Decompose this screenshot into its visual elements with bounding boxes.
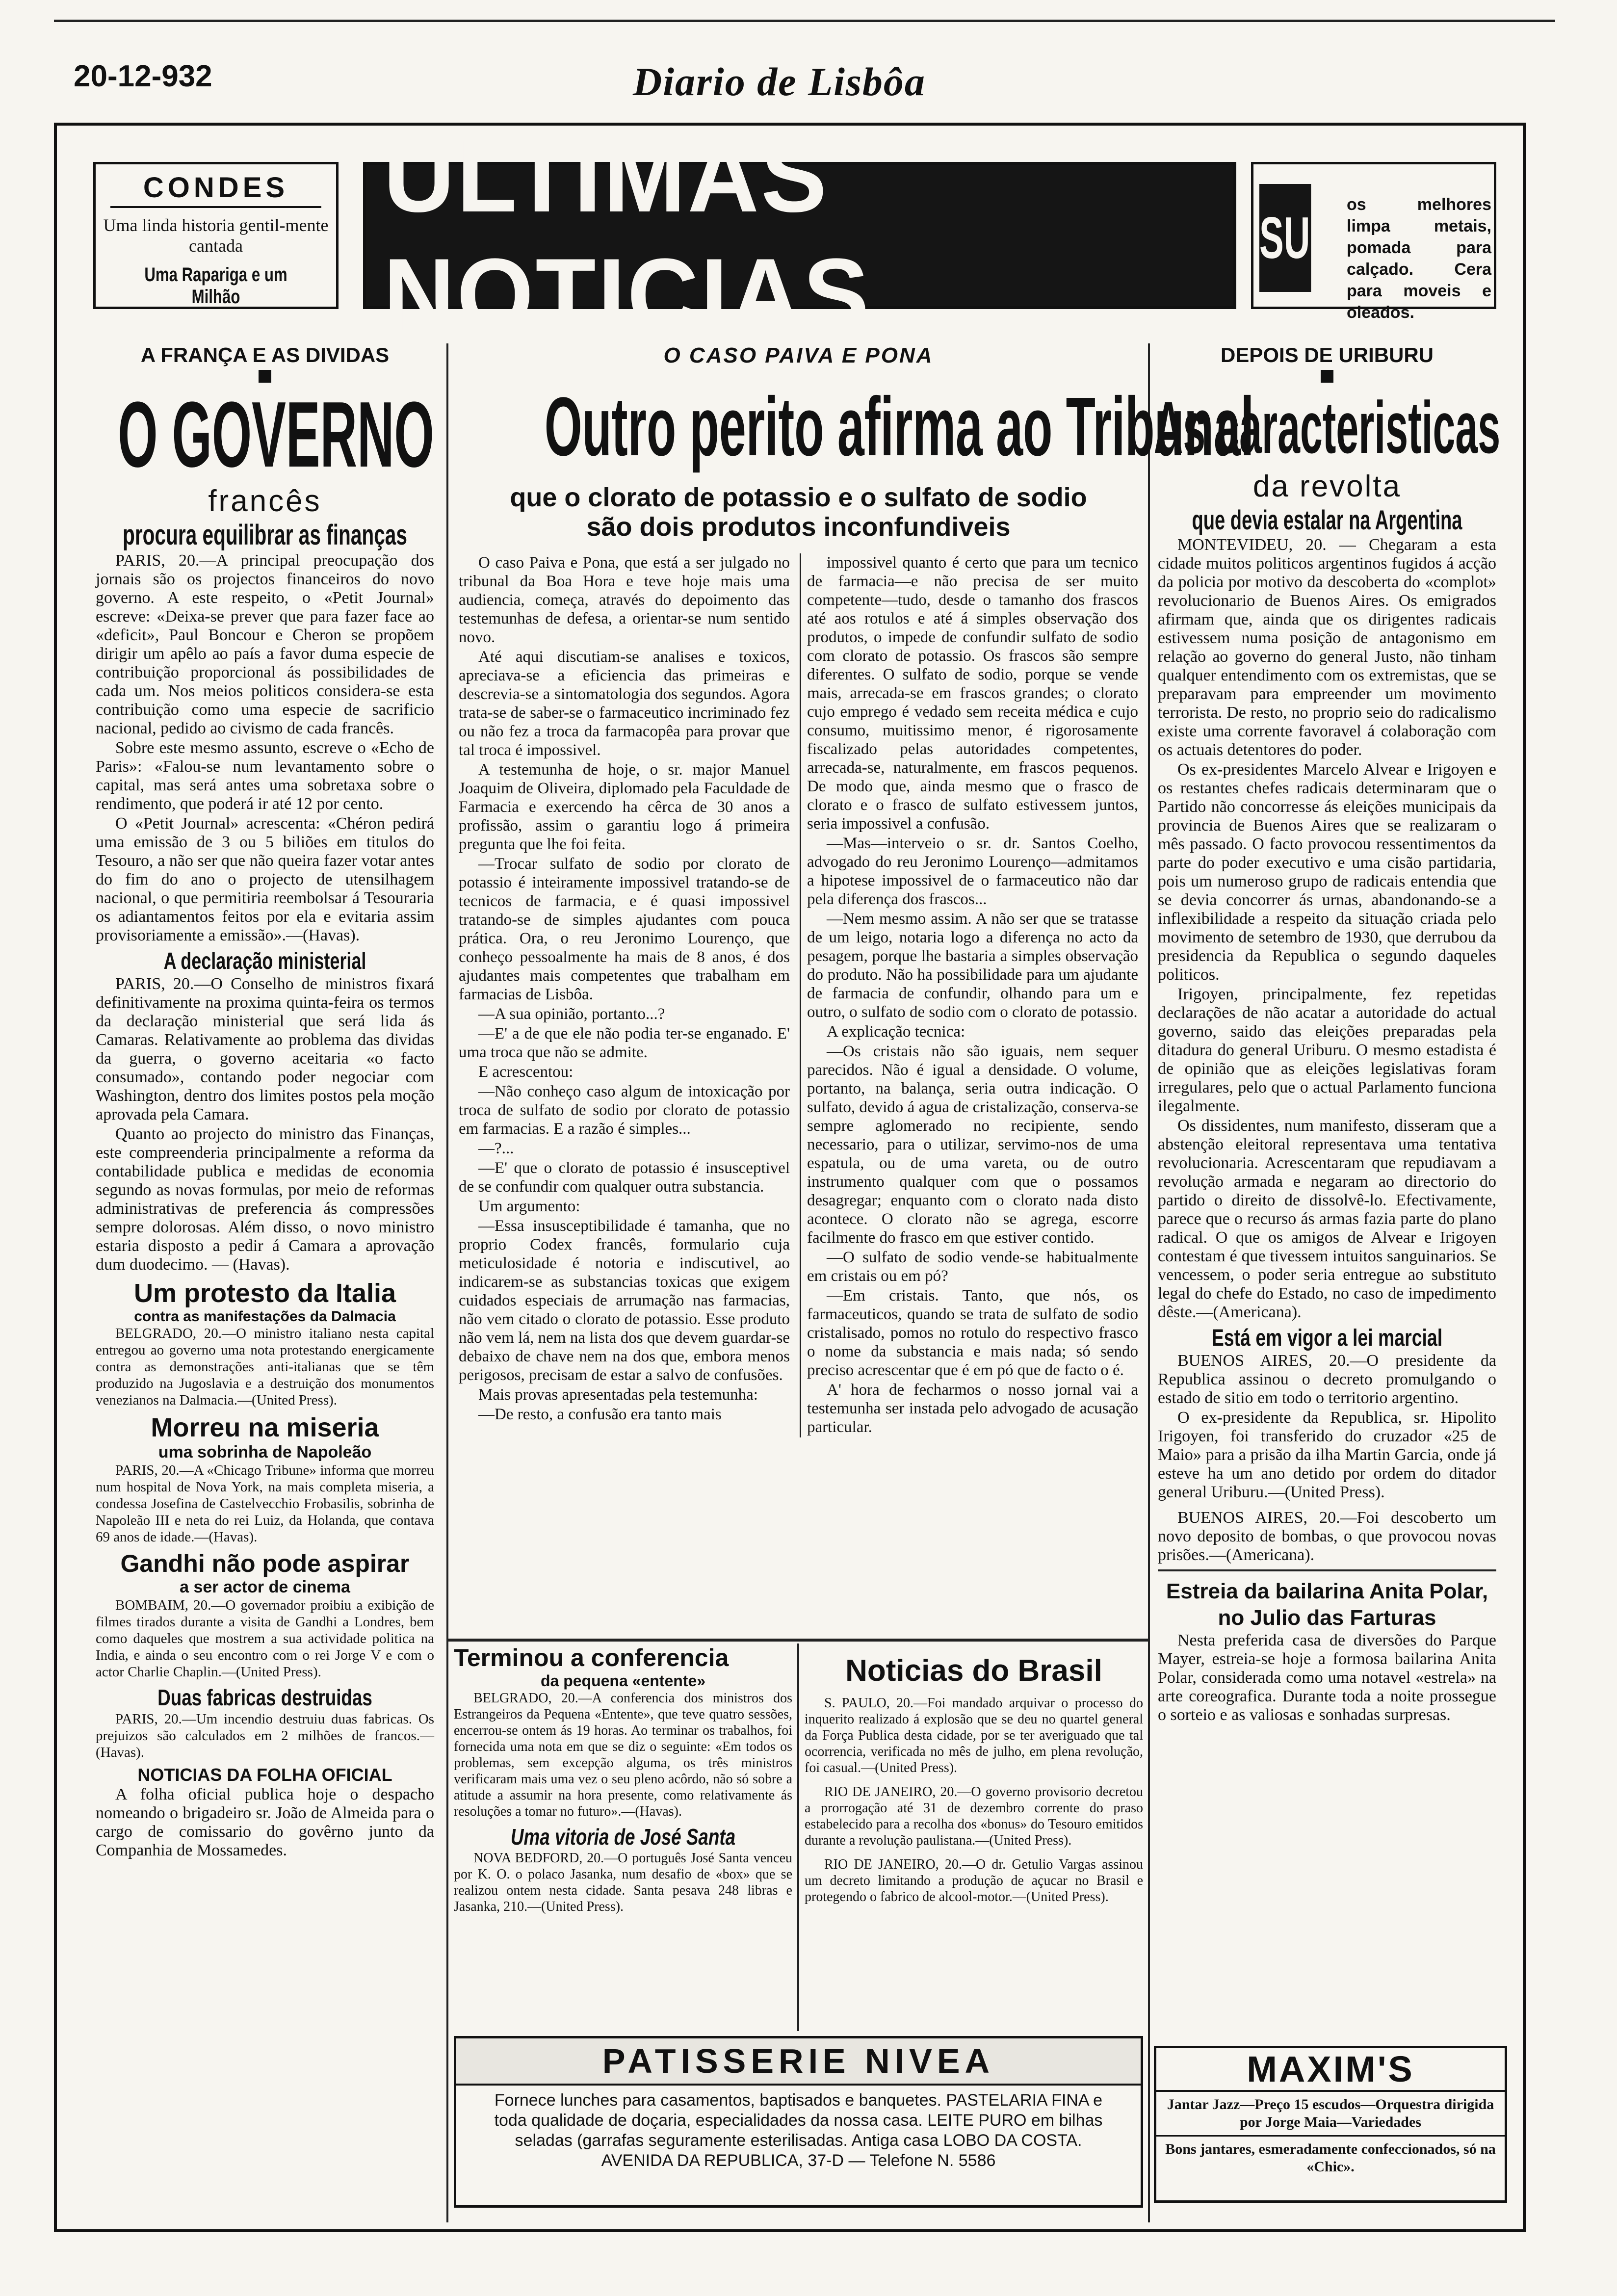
top-rule <box>54 20 1555 22</box>
paragraph: E acrescentou: <box>478 1063 574 1081</box>
paragraph: O caso Paiva e Pona, que está a ser julgado no tribunal da Boa Hora e teve hoje mais uma audiencia, começa, através do depoimento das testemunhas de defesa, a orientar-se num sentido novo. <box>459 554 790 646</box>
section-rule <box>447 1639 1148 1642</box>
brasil-heading: Noticias do Brasil <box>845 1654 1102 1688</box>
sum-text: os melhores limpa metais, pomada para calçado. Cera para moveis e oleados. <box>1347 195 1491 322</box>
nivea-title: PATISSERIE NIVEA <box>456 2038 1141 2086</box>
paragraph: —A sua opinião, portanto...? <box>478 1005 665 1023</box>
paragraph: Os dissidentes, num manifesto, disseram que a abstenção eleitoral representava uma tentativa revolucionaria. Acrescentaram que repudiavam a revolução armada e negaram ao directorio do partido o direito de dissolvê-lo. Efectivamente, parece que o recurso ás armas fazia parte do plano radical. O que os amigos de Alvear e Irigoyen contestam é que tivessem intuitos sanguinarios. Se vencessem, o poder seria entregue ao substituto legal do chefe do Estado, no caso de impedimento dêste.—(Americana). <box>1158 1117 1496 1321</box>
paragraph: A' hora de fecharmos o nosso jornal vai a testemunha ser instada pelo advogado de acusação particular. <box>807 1381 1138 1436</box>
conferencia-body <box>454 1690 792 1820</box>
paragraph: —Trocar sulfato de sodio por clorato de potassio é inteiramente impossivel tratando-se de tecnicos de farmacia, e é quasi impossivel tratando-se de simples ajudantes com pouca prática. Ora, o reu Jeronimo Lourenço, que conheço pessoalmente ha mais de 8 anos, é dos ajudantes mais competentes que trabalham em farmacias de Lisbôa. <box>459 855 790 1003</box>
fabricas-heading: Duas fabricas destruidas <box>157 1685 372 1710</box>
paragraph: —Essa insusceptibilidade é tamanha, que no proprio Codex francês, formulario cuja meticulosidade é notoria e indiscutivel, ao indicarem-se as substancias toxicas que exigem cuidados especiais de arrumação nas farmacias, não vem citado o clorato de potassio. Esse produto não vem lá, nem na lista dos que devem guardar-se debaixo de chave nem na dos que, embora menos perigosos, precisam de estar a salvo de confusões. <box>459 1217 790 1384</box>
paragraph: O «Petit Journal» acrescenta: «Chéron pedirá uma emissão de 3 ou 5 biliões em titulos do Tesouro, a não ser que não queira fazer votar antes do fim do ano o projecto de utensilhagem nacional, o que permitiria reembolsar á Tesouraria os adiantamentos feitos por ela e evitaria assim provisoriamente a emissão».—(Havas). <box>96 814 434 944</box>
santa-body <box>454 1850 792 1915</box>
argentina-kicker: DEPOIS DE URIBURU <box>1220 343 1434 366</box>
paragraph: RIO DE JANEIRO, 20.—O governo provisorio decretou a prorrogação até 31 de dezembro corrente do praso estabelecido para a recolha dos «bonus» do Tesouro emitidos durante a revolução paulistana.—(United Press). <box>805 1784 1143 1848</box>
sum-logo: SUM <box>1259 184 1311 292</box>
paragraph: NOVA BEDFORD, 20.—O português José Santa venceu por K. O. o polaco Jasanka, num desafio de «box» que se realizou ontem nesta cidade. Santa pesava 248 libras e Jasanka, 210.—(United Press). <box>454 1851 792 1914</box>
paragraph: A explicação tecnica: <box>827 1023 965 1041</box>
paiva-sub: que o clorato de potassio e o sulfato de sodio são dois produtos inconfundiveis <box>510 483 1087 542</box>
paragraph: —Os cristais não são iguais, nem sequer parecidos. Não é igual a densidade. O volume, portanto, na balança, seria outra indicação. O sulfato, devido á agua de cristalização, conserva-se sempre aglomerado no recipiente, sendo necessario, para o utilizar, servimo-nos de uma espatula, ou de uma vareta, ou de outro instrumento qualquer com que o possamos desagregar; enquanto com o clorato nada disto acontece. O clorato não se agrega, escorre facilmente do frasco em que estiver contido. <box>807 1043 1138 1247</box>
newspaper-title: Diario de Lisbôa <box>633 59 926 104</box>
italia-heading: Um protesto da Italia <box>133 1278 396 1308</box>
polar-body <box>1158 1631 1496 1724</box>
paragraph: —De resto, a confusão era tanto mais <box>478 1406 722 1423</box>
folha-heading: NOTICIAS DA FOLHA OFICIAL <box>137 1765 392 1785</box>
brasil-rule <box>797 1644 799 2031</box>
paragraph: —Em cristais. Tanto, que nós, os farmaceuticos, quando se trata de sulfato de sodio cristalisado, pomos no rotulo do respectivo frasco o nome da substancia e mais nada; só sendo preciso acrescentar que é em pó que de facto o é. <box>807 1287 1138 1379</box>
paragraph: impossivel quanto é certo que para um tecnico de farmacia—e não precisa de ser muito competente—tudo, desde o tamanho dos frascos até aos rotulos e até á simples observação dos produtos, o impede de confundir sulfato de sodio com clorato de potassio. Os frascos são sempre diferentes. O sulfato de sodio, porque se vende mais, arrecada-se em frascos grandes; o clorato cujo emprego é vedado sem receita médica e cujo consumo, muitissimo menor, é rigorosamente fiscalizado pelas autoridades competentes, arrecada-se, naturalmente, em frascos pequenos. De modo que, ainda mesmo que o frasco de clorato e o frasco de sulfato estivessem juntos, seria impossivel a confusão. <box>807 554 1138 833</box>
gandhi-subheading: a ser actor de cinema <box>180 1578 350 1596</box>
issue-date: 20-12-932 <box>74 59 212 93</box>
paragraph: BOMBAIM, 20.—O governador proibiu a exibição de filmes tirados durante a visita de Gandhi a Londres, bem como daqueles que mostrem a sua actividade politica na India, e ainda o seu encontro com o rei Jorge V e com o actor Charlie Chaplin.—(United Press). <box>96 1597 434 1680</box>
condes-title: CONDES <box>110 164 321 208</box>
separator-dot <box>1321 370 1333 383</box>
italia-subheading: contra as manifestações da Dalmacia <box>134 1308 396 1325</box>
conferencia-subheading: da pequena «entente» <box>540 1672 706 1690</box>
paragraph: Até aqui discutiam-se analises e toxicos, apreciava-se a eficiencia das primeiras e descrevia-se a sintomatologia dos segundos. Agora trata-se de saber-se o farmaceutico incriminado fez ou não fez a troca da farmacopêa para provar que tal troca é impossivel. <box>459 648 790 759</box>
declaracao-heading: A declaração ministerial <box>163 948 366 974</box>
paragraph: Nesta preferida casa de diversões do Parque Mayer, estreia-se hoje a formosa bailarina Anita Polar, considerada como uma notavel «estrela» na arte coreografica. Durante toda a noite prossegue o sorteio e as valiosas e sonhadas surpresas. <box>1158 1631 1496 1724</box>
separator-dot <box>259 370 271 383</box>
france-headline: O GOVERNO <box>118 383 434 487</box>
paragraph: BUENOS AIRES, 20.—O presidente da Republica assinou o decreto promulgando o estado de sitio em todo o territorio argentino. <box>1158 1352 1496 1407</box>
france-sub1: francês <box>208 484 322 518</box>
france-kicker: A FRANÇA E AS DIVIDAS <box>140 343 390 366</box>
miseria-subheading: uma sobrinha de Napoleão <box>158 1443 372 1461</box>
paragraph: O ex-presidente da Republica, sr. Hipolito Irigoyen, foi transferido do cruzador «25 de Maio» para a prisão da ilha Martin Garcia, onde já esteve ha um ano detido por ordem do ditador general Uriburu.—(United Press). <box>1158 1409 1496 1501</box>
conferencia-heading: Terminou a conferencia <box>454 1644 729 1671</box>
column-rule-1 <box>446 343 448 2222</box>
france-sub2: procura equilibrar as finanças <box>123 519 407 551</box>
condes-ad <box>93 162 339 309</box>
argentina-headline: As caracteristicas <box>1153 386 1501 469</box>
nivea-text: Fornece lunches para casamentos, baptisados e banquetes. PASTELARIA FINA e toda qualidade de doçaria, especialidades da nossa casa. LEITE PURO em bilhas seladas (garrafas seguramente esterilisadas. Antiga casa LOBO DA COSTA. AVENIDA DA REPUBLICA, 37-D — Telefone N. 5586 <box>494 2091 1103 2170</box>
paragraph: PARIS, 20.—A principal preocupação dos jornais são os projectos financeiros do novo governo. A este respeito, o «Petit Journal» escreve: «Deixa-se prever que para fazer face ao «deficit», Paul Boncour e Cheron se propõem dirigir um apêlo ao país a favor duma especie de contribuição proporcional ás possibilidades de cada um. Nos meios politicos considera-se esta contribuição como uma especie de sacrificio nacional, pedido ao civismo de cada francês. <box>96 551 434 737</box>
paiva-columns <box>459 553 1138 1437</box>
lei-marcial-heading: Está em vigor a lei marcial <box>1211 1325 1443 1351</box>
paragraph: —Não conheço caso algum de intoxicação por troca de sulfato de sodio por clorato de potassio em farmacias. E a razão é simples... <box>459 1083 790 1138</box>
paragraph: —O sulfato de sodio vende-se habitualmente em cristais ou em pó? <box>807 1249 1138 1285</box>
argentina-sub2: que devia estalar na Argentina <box>1192 504 1462 535</box>
condes-subtitle: Uma linda historia gentil-mente cantada <box>103 215 329 256</box>
lei-marcial-body <box>1158 1352 1496 1565</box>
maxim-ad <box>1154 2046 1507 2203</box>
paragraph: Mais provas apresentadas pela testemunha: <box>478 1386 758 1404</box>
brasil-body <box>805 1695 1143 1905</box>
paragraph: BELGRADO, 20.—A conferencia dos ministros dos Estrangeiros da Pequena «Entente», que teve quatro sessões, encerrou-se ontem ás 19 horas. Ao terminar os trabalhos, foi fornecida uma nota em que se diz o seguinte: «Em todos os problemas, sem excepção alguma, os três ministros verificaram mais uma vez o seu pleno acôrdo, não só sobre a atitude a assumir na hora presente, como relativamente ás resoluções a tomar no futuro».—(Havas). <box>454 1691 792 1819</box>
paragraph: PARIS, 20.—Um incendio destruiu duas fabricas. Os prejuizos são calculados em 2 milhões de francos.—(Havas). <box>96 1711 434 1760</box>
italia-body <box>96 1325 434 1409</box>
paragraph: —Mas—interveio o sr. dr. Santos Coelho, advogado do reu Jeronimo Lourenço—admitamos a hipotese impossivel de o farmaceutico não dar pela diferença dos frascos... <box>807 835 1138 908</box>
nivea-ad <box>454 2036 1143 2208</box>
maxim-line2: Bons jantares, esmeradamente confeccionados, só na «Chic». <box>1156 2135 1505 2180</box>
sum-ad <box>1251 162 1496 322</box>
paragraph: A testemunha de hoje, o sr. major Manuel Joaquim de Oliveira, diplomado pela Faculdade de Farmacia e exercendo ha cêrca de 30 anos a profissão, assim o garantiu logo á primeira pregunta que lhe foi feita. <box>459 761 790 853</box>
paragraph: MONTEVIDEU, 20. — Chegaram a esta cidade muitos politicos argentinos fugidos á acção da policia por motivo da descoberta do «complot» revolucionario de Buenos Aires. Os emigrados afirmam que, ainda que os dirigentes radicais estivessem numa posição de antagonismo em relação ao governo do general Justo, não tinham qualquer entendimento com os extremistas, que se preparavam para empreender um movimento terrorista. De resto, no proprio seio do radicalismo existe uma corrente favoravel á colaboração com os actuais detentores do poder. <box>1158 536 1496 759</box>
miseria-body <box>96 1462 434 1545</box>
folha-body <box>96 1785 434 1860</box>
paiva-headline: Outro perito afirma ao Tribunal <box>544 380 1254 473</box>
paragraph: Um argumento: <box>478 1198 580 1215</box>
fabricas-body <box>96 1711 434 1761</box>
paragraph: —?... <box>478 1140 514 1157</box>
paragraph: Os ex-presidentes Marcelo Alvear e Irigoyen e os restantes chefes radicais determinaram que o Partido não concorresse ás eleições municipais da provincia de Buenos Aires que se realizaram o mês passado. O facto provocou ressentimentos da parte do poder executivo e uma cisão partidaria, pois um numeroso grupo de radicais entendia que se devia concorrer ás urnas, abandonando-se a inflexibilidade a respeito da situação criada pelo movimento de setembro de 1930, que derrubou da presidencia da Republica o segundo daqueles politicos. <box>1158 760 1496 984</box>
paragraph: S. PAULO, 20.—Foi mandado arquivar o processo do inquerito realizado á explosão que se deu no quartel general da Força Publica desta cidade, por se ter averiguado que tal ocorrencia, verificada no mês de julho, em plena revolução, foi casual.—(United Press). <box>805 1696 1143 1775</box>
paiva-right <box>800 553 1138 1437</box>
paiva-kicker: O CASO PAIVA E PONA <box>663 343 934 367</box>
paragraph: Irigoyen, principalmente, fez repetidas declarações de não acatar a autoridade do actual governo, saido das eleições preparadas pela ditadura do general Uriburu. O mesmo estadista é de opinião que as eleições legislativas foram irregulares, pelo que o actual Parlamento funciona ilegalmente. <box>1158 985 1496 1115</box>
paragraph: —E' que o clorato de potassio é insusceptivel de se confundir com qualquer outra substancia. <box>459 1159 790 1196</box>
france-body <box>96 551 434 945</box>
paragraph: Quanto ao projecto do ministro das Finanças, este compreenderia principalmente a reforma da contabilidade publica e medidas de economia segundo as novas formulas, por meio de reformas administrativas de preferencia ás compressões sempre dolorosas. Além disso, o novo ministro estaria disposto a pedir á Camara a aprovação dum duodecimo. — (Havas). <box>96 1125 434 1274</box>
paragraph: RIO DE JANEIRO, 20.—O dr. Getulio Vargas assinou um decreto limitando a produção de açucar no Brasil e protegendo o fabrico de alcool-motor.—(United Press). <box>805 1857 1143 1905</box>
argentina-body <box>1158 536 1496 1322</box>
banner-text: ULTIMAS NOTICIAS <box>383 118 871 352</box>
column-france <box>96 343 434 1861</box>
brasil-section <box>805 1653 1143 1906</box>
paiva-left <box>459 553 790 1437</box>
gandhi-heading: Gandhi não pode aspirar <box>120 1550 410 1577</box>
polar-rule <box>1158 1569 1496 1571</box>
polar-heading: Estreia da bailarina Anita Polar, no Julio das Farturas <box>1166 1579 1488 1630</box>
paragraph: —E' a de que ele não podia ter-se enganado. E' uma troca que não se admite. <box>459 1025 790 1061</box>
paragraph: BELGRADO, 20.—O ministro italiano nesta capital entregou ao governo uma nota protestando energicamente contra as demonstrações anti-italianas que se têm produzido na Jugoslavia e a destruição dos monumentos venezianos na Dalmacia.—(United Press). <box>96 1326 434 1408</box>
column-rule-2 <box>1148 343 1150 2222</box>
paragraph: A folha oficial publica hoje o despacho nomeando o brigadeiro sr. João de Almeida para o cargo de comissario do govêrno junto da Companhia de Mossamedes. <box>96 1785 434 1859</box>
declaracao-body <box>96 975 434 1274</box>
column-paiva-pona <box>459 343 1254 1437</box>
maxim-title: MAXIM'S <box>1156 2048 1505 2092</box>
paragraph: —Nem mesmo assim. A não ser que se tratasse de um leigo, notaria logo a diferença no acto da pesagem, porque lhe bastaria a simples observação do produto. Não ha possibilidade para um ajudante de farmacia de confundir, olhando para um e outro, o sulfato de sodio com o clorato de potassio. <box>807 910 1138 1021</box>
argentina-sub1: da revolta <box>1252 470 1402 503</box>
paragraph: Sobre este mesmo assunto, escreve o «Echo de Paris»: «Falou-se num levantamento sobre o capital, mas será antes uma sobretaxa sobre o rendimento, que poderá ir até 12 por cento. <box>96 739 434 813</box>
conferencia-section <box>454 1644 792 1916</box>
santa-heading: Uma vitoria de José Santa <box>510 1824 736 1850</box>
column-argentina <box>1153 343 1501 1725</box>
miseria-heading: Morreu na miseria <box>151 1413 379 1442</box>
paragraph: PARIS, 20.—O Conselho de ministros fixará definitivamente na proxima quinta-feira os termos da declaração ministerial que será lida ás Camaras. Relativamente ao problema das dividas da guerra, o governo aceitaria «o facto consumado», contando poder negociar com Washington, dentro dos limites postos pela moção aprovada pela Camara. <box>96 975 434 1123</box>
gandhi-body <box>96 1597 434 1680</box>
paragraph: PARIS, 20.—A «Chicago Tribune» informa que morreu num hospital de Nova York, na mais completa miseria, a condessa Josefina de Castelvecchio Frobasilis, sobrinha de Napoleão III e neta do rei Luiz, da Holanda, que contava 69 anos de idade.—(Havas). <box>96 1462 434 1545</box>
maxim-line1: Jantar Jazz—Preço 15 escudos—Orquestra dirigida por Jorge Maia—Variedades <box>1167 2096 1494 2130</box>
condes-film: Uma Rapariga e um Milhão <box>144 264 287 308</box>
ultimas-noticias-banner <box>363 118 1236 352</box>
paragraph: BUENOS AIRES, 20.—Foi descoberto um novo deposito de bombas, o que provocou novas prisões.—(Americana). <box>1158 1509 1496 1564</box>
